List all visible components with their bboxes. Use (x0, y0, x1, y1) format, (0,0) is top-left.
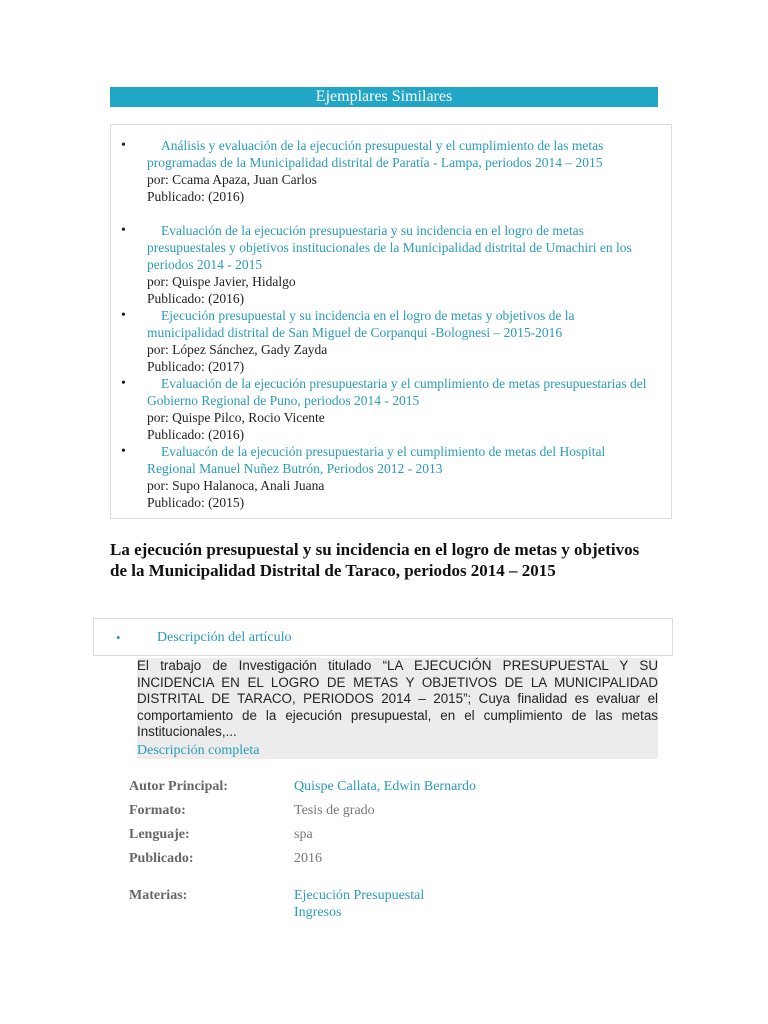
language-value: spa (294, 827, 313, 842)
similar-item-link[interactable]: Evaluacón de la ejecución presupuestaria y el cumplimiento de metas del Hospital Regional Manuel Nuñez Butrón, Periodos 2012 - 2013 (147, 444, 606, 476)
bullet-icon: • (121, 223, 126, 238)
full-description-link[interactable]: Descripción completa (137, 742, 260, 758)
similar-item-link[interactable]: Análisis y evaluación de la ejecución presupuestal y el cumplimiento de las metas programadas de la Municipalidad distrital de Paratía - Lampa, periodos 2014 – 2015 (147, 138, 604, 170)
tab-description-label[interactable]: Descripción del artículo (157, 630, 292, 645)
bullet-icon: • (116, 630, 121, 645)
similar-item-author: por: Quispe Javier, Hidalgo (147, 274, 296, 289)
language-label: Lenguaje: (129, 827, 190, 842)
list-item (121, 443, 647, 511)
record-title: La ejecución presupuestal y su incidencia en el logro de metas y objetivos de la Municipalidad Distrital de Taraco, periodos 2014 – 2015 (110, 540, 640, 580)
similar-item-link[interactable]: Ejecución presupuestal y su incidencia en el logro de metas y objetivos de la municipalidad distrital de San Miguel de Corpanqui -Bolognesi – 2015-2016 (147, 308, 575, 340)
format-value: Tesis de grado (294, 803, 375, 818)
similar-item-published: Publicado: (2016) (147, 427, 245, 442)
published-value: 2016 (294, 851, 322, 866)
similar-item-published: Publicado: (2016) (147, 291, 245, 306)
bullet-icon: • (121, 138, 126, 153)
similar-item-link[interactable]: Evaluación de la ejecución presupuestaria y el cumplimiento de metas presupuestarias del Gobierno Regional de Puno, periodos 2014 - 2015 (147, 376, 647, 408)
similar-item-published: Publicado: (2016) (147, 189, 245, 204)
description-text: El trabajo de Investigación titulado “LA EJECUCIÓN PRESUPUESTAL Y SU INCIDENCIA EN EL LOGRO DE METAS Y OBJETIVOS DE LA MUNICIPALIDAD DISTRITAL DE TARACO, PERIODOS 2014 – 2015”; Cuya finalidad es evaluar el comportamiento de la ejecución presupuestal, en el cumplimiento de las metas Institucionales,... (137, 658, 658, 739)
published-label: Publicado: (129, 851, 194, 866)
similar-item-published: Publicado: (2015) (147, 495, 245, 510)
list-item (121, 137, 647, 205)
similar-item-author: por: Quispe Pilco, Rocio Vicente (147, 410, 325, 425)
author-link[interactable]: Quispe Callata, Edwin Bernardo (294, 779, 476, 794)
similar-item-author: por: Ccama Apaza, Juan Carlos (147, 172, 317, 187)
format-label: Formato: (129, 803, 186, 818)
subjects-label: Materias: (129, 888, 188, 903)
bullet-icon: • (121, 376, 126, 391)
similar-item-author: por: Supo Halanoca, Anali Juana (147, 478, 325, 493)
tab-description[interactable] (93, 618, 673, 656)
subject-link[interactable]: Ingresos (294, 905, 342, 920)
list-item (121, 375, 647, 443)
list-item (121, 307, 647, 375)
similar-items-header: Ejemplares Similares (110, 87, 658, 107)
subject-link[interactable]: Ejecución Presupuestal (294, 888, 425, 903)
bullet-icon: • (121, 308, 126, 323)
similar-item-link[interactable]: Evaluación de la ejecución presupuestaria y su incidencia en el logro de metas presupuestales y objetivos institucionales de la Municipalidad distrital de Umachiri en los periodos 2014 - 2015 (147, 223, 632, 272)
similar-item-author: por: López Sánchez, Gady Zayda (147, 342, 328, 357)
similar-item-published: Publicado: (2017) (147, 359, 245, 374)
bullet-icon: • (121, 444, 126, 459)
list-item (121, 222, 647, 307)
author-label: Autor Principal: (129, 779, 228, 794)
description-panel (137, 658, 658, 759)
similar-items-panel (110, 124, 672, 519)
